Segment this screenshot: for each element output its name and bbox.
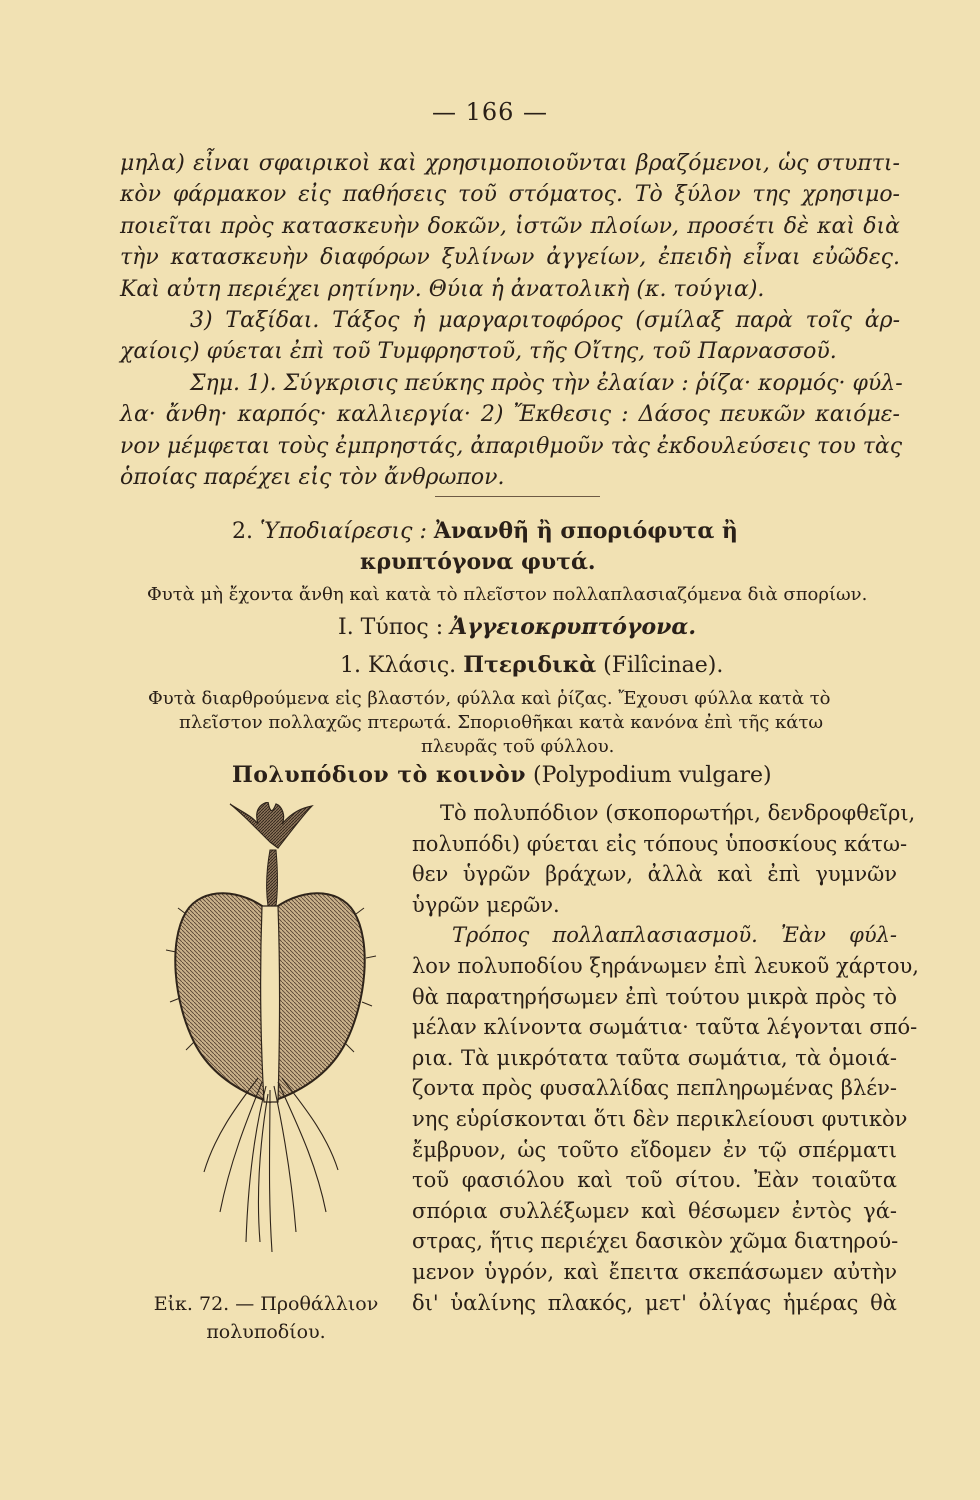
- class-prefix: 1. Κλάσις.: [340, 653, 457, 678]
- fern-prothallium-illustration: [150, 802, 390, 1262]
- text-line: μηλα) εἶναι σφαιρικοὶ καὶ χρησιμοποιοῦνται βραζόμενοι, ὡς στυπτι-: [120, 151, 900, 176]
- caption-line-2: πολυποδίου.: [206, 1321, 326, 1343]
- text-line: τὴν κατασκευὴν διαφόρων ξυλίνων ἀγγείων, ἐπειδὴ εἶναι εὐῶδες.: [120, 245, 900, 271]
- text-line: ἔμβρυον, ὡς τοῦτο εἴδομεν ἐν τῷ σπέρματι: [412, 1137, 897, 1162]
- class-name: Πτεριδικὰ: [463, 652, 597, 678]
- class-desc-line: Φυτὰ διαρθρούμενα εἰς βλαστόν, φύλλα καὶ ῥίζας. Ἔχουσι φύλλα κατὰ τὸ: [148, 688, 831, 709]
- class-desc-line: πλεῖστον πολλαχῶς πτερωτά. Σποριοθῆκαι κατὰ κανόνα ἐπὶ τῆς κάτω: [179, 712, 824, 733]
- text-line: ὁποίας παρέχει εἰς τὸν ἄνθρωπον.: [120, 464, 505, 490]
- text-line: τοῦ φασιόλου καὶ τοῦ σίτου. Ἐὰν τοιαῦτα: [412, 1168, 897, 1193]
- type-name: Ἀγγειοκρυπτόγονα.: [450, 614, 696, 640]
- section-divider: [435, 496, 600, 497]
- text-line: Σημ. 1). Σύγκρισις πεύκης πρὸς τὴν ἐλαίαν : ῥίζα· κορμός· φύλ-: [190, 370, 903, 396]
- page-number: — 166 —: [431, 98, 549, 126]
- text-line: μενον ὑγρόν, καὶ ἔπειτα σκεπάσωμεν αὐτὴν: [412, 1259, 897, 1284]
- class-latin: (Filîcinae).: [603, 653, 724, 678]
- text-line: θὰ παρατηρήσωμεν ἐπὶ τούτου μικρὰ πρὸς τὸ: [412, 984, 897, 1009]
- section-label: Ὑποδιαίρεσις :: [260, 519, 427, 544]
- text-line: ποιεῖται πρὸς κατασκευὴν δοκῶν, ἱστῶν πλοίων, προσέτι δὲ καὶ διὰ: [120, 213, 900, 239]
- text-line: 3) Ταξίδαι. Τάξος ἡ μαργαριτοφόρος (σμίλαξ παρὰ τοῖς ἀρ-: [190, 307, 900, 333]
- text-line: Καὶ αὐτη περιέχει ρητίνην. Θύια ἡ ἀνατολικὴ (κ. τούγια).: [120, 276, 765, 302]
- top-paragraph: [120, 148, 903, 493]
- text-line: Τρόπος πολλαπλασιασμοῦ. Ἐὰν φύλ-: [452, 923, 897, 948]
- class-line: [340, 652, 723, 678]
- text-line: χαίοις) φύεται ἐπὶ τοῦ Τυμφρηστοῦ, τῆς Οἴτης, τοῦ Παρνασσοῦ.: [120, 339, 837, 365]
- text-line: ζοντα πρὸς φυσαλλίδας πεπληρωμένας βλέν-: [412, 1076, 897, 1101]
- figure-caption: [136, 1290, 396, 1346]
- text-line: ρια. Τὰ μικρότατα ταῦτα σωμάτια, τὰ ὁμοιά-: [412, 1045, 897, 1070]
- caption-line-1: Εἰκ. 72. — Προθάλλιον: [153, 1293, 379, 1315]
- polypodium-paragraph: [412, 798, 919, 1318]
- type-prefix: I. Τύπος :: [338, 615, 444, 640]
- section-description: Φυτὰ μὴ ἔχοντα ἄνθη καὶ κατὰ τὸ πλεῖστον πολλαπλασιαζόμενα διὰ σπορίων.: [147, 584, 868, 605]
- section-title-line-2: κρυπτόγονα φυτά.: [360, 549, 596, 575]
- polypodium-latin: (Polypodium vulgare): [532, 763, 772, 788]
- text-line: ὑγρῶν μερῶν.: [412, 892, 560, 917]
- text-line: πολυπόδι) φύεται εἰς τόπους ὑποσκίους κάτω-: [412, 831, 908, 856]
- text-line: κὸν φάρμακον εἰς παθήσεις τοῦ στόματος. Τὸ ξύλον της χρησιμο-: [120, 182, 900, 208]
- text-line: θεν ὑγρῶν βράχων, ἀλλὰ καὶ ἐπὶ γυμνῶν: [412, 862, 897, 887]
- text-line: δι' ὑαλίνης πλακός, μετ' ὀλίγας ἡμέρας θὰ: [412, 1290, 897, 1315]
- polypodium-greek: Πολυπόδιον τὸ κοινὸν: [232, 762, 526, 788]
- text-line: λον πολυποδίου ξηράνωμεν ἐπὶ λευκοῦ χάρτου,: [412, 953, 919, 978]
- section-number: 2.: [232, 519, 253, 544]
- type-line: [338, 614, 696, 640]
- text-line: Τὸ πολυπόδιον (σκοπορωτήρι, δενδροφθεῖρι,: [440, 801, 916, 825]
- text-line: σπόρια συλλέξωμεν καὶ θέσωμεν ἐντὸς γά-: [412, 1198, 897, 1223]
- section-2-heading: [232, 516, 852, 578]
- section-title-line-1: Ἀνανθῆ ἢ σποριόφυτα ἢ: [433, 518, 738, 544]
- class-desc-line: πλευρᾶς τοῦ φύλλου.: [421, 736, 615, 757]
- text-line: λα· ἄνθη· καρπός· καλλιεργία· 2) Ἔκθεσις : Δάσος πευκῶν καιόμε-: [120, 402, 900, 428]
- text-line: στρας, ἥτις περιέχει δασικὸν χῶμα διατηρού-: [412, 1229, 899, 1254]
- polypodium-title: [232, 762, 772, 788]
- text-line: νον μέμφεται τοὺς ἐμπρηστάς, ἀπαριθμοῦν τὰς ἐκδουλεύσεις του τὰς: [120, 433, 903, 459]
- text-line: νης εὑρίσκονται ὅτι δὲν περικλείουσι φυτικὸν: [412, 1106, 908, 1131]
- text-line: μέλαν κλίνοντα σωμάτια· ταῦτα λέγονται σπό-: [412, 1015, 918, 1040]
